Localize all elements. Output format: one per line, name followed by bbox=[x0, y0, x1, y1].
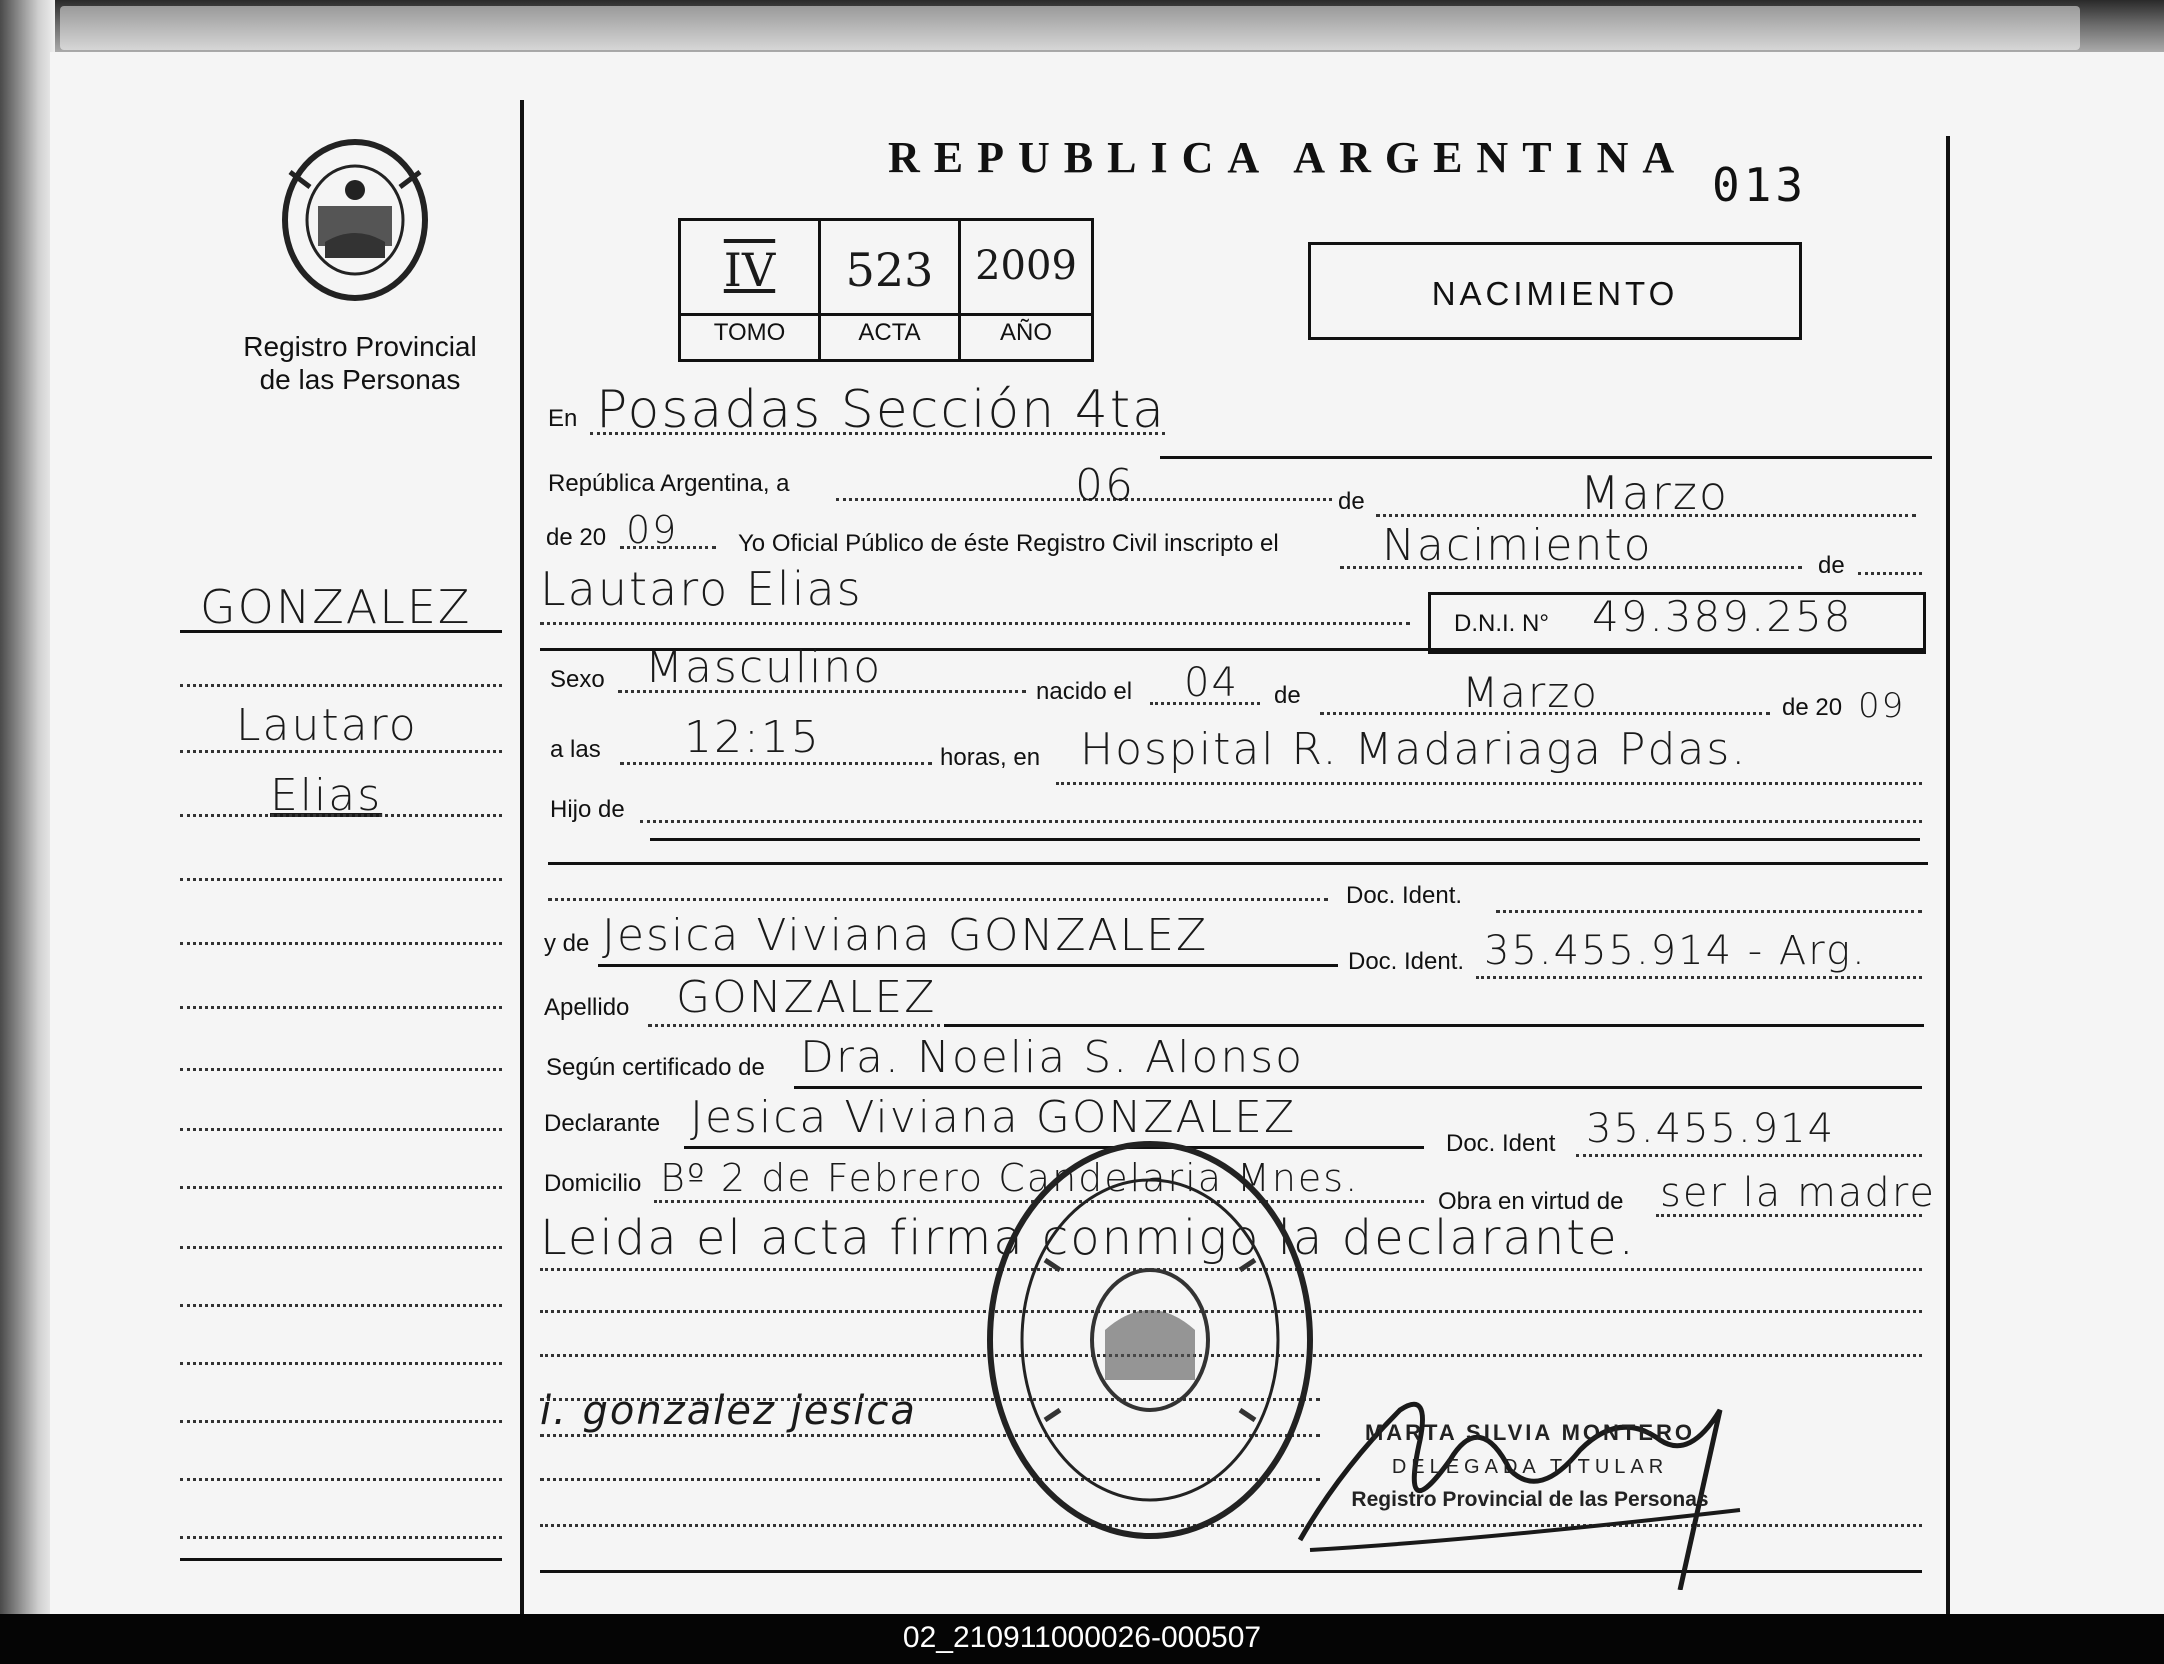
official-office: Registro Provincial de las Personas bbox=[1351, 1488, 1709, 1511]
nacido-day-line bbox=[1150, 702, 1260, 705]
day-value: 06 bbox=[1075, 460, 1135, 511]
tomo-value: IV bbox=[723, 243, 776, 297]
official-role: DELEGADA TITULAR bbox=[1391, 1456, 1669, 1478]
nacido-month-value: Marzo bbox=[1462, 668, 1599, 717]
left-surname: GONZALEZ bbox=[200, 580, 472, 634]
left-dotted-line bbox=[180, 1478, 502, 1481]
year-label-2: de 20 bbox=[1782, 694, 1843, 721]
en-rule bbox=[1160, 456, 1932, 459]
declarante-value: Jesica Viviana GONZALEZ bbox=[690, 1092, 1297, 1143]
left-dotted-line bbox=[180, 1304, 502, 1307]
mother-rule bbox=[598, 964, 1338, 967]
declarante-label: Declarante bbox=[544, 1110, 661, 1137]
sexo-value: Masculino bbox=[645, 642, 883, 693]
declarant-signature: i. gonzalez jesica bbox=[540, 1388, 917, 1434]
father-doc-line bbox=[1496, 910, 1922, 913]
right-column-border bbox=[1946, 136, 1950, 1614]
republica-label: República Argentina, a bbox=[548, 470, 790, 497]
tomo-label: TOMO bbox=[713, 319, 786, 346]
hora-value: 12:15 bbox=[684, 712, 821, 763]
sexo-label: Sexo bbox=[550, 666, 605, 693]
oficial-label: Yo Oficial Público de éste Registro Civil inscripto el bbox=[738, 530, 1279, 557]
acta-cell bbox=[821, 221, 961, 359]
left-dotted-line bbox=[180, 1186, 502, 1189]
registry-box bbox=[678, 218, 1094, 362]
obra-value: ser la madre bbox=[1660, 1170, 1936, 1216]
hora-label: a las bbox=[550, 736, 601, 763]
anio-label: AÑO bbox=[999, 319, 1052, 346]
declarante-doc-line bbox=[1576, 1154, 1922, 1157]
mother-doc-line bbox=[1476, 976, 1922, 979]
tomo-cell bbox=[681, 221, 821, 359]
left-dotted-line bbox=[180, 1536, 502, 1539]
apellido-label: Apellido bbox=[544, 994, 630, 1021]
left-dotted-line bbox=[180, 750, 502, 753]
y-de-label: y de bbox=[544, 930, 590, 957]
left-rule bbox=[180, 1558, 502, 1561]
de-label: de bbox=[1338, 488, 1365, 515]
doc-ident-label-2: Doc. Ident. bbox=[1348, 948, 1465, 975]
hijo-label: Hijo de bbox=[550, 796, 625, 823]
year-suffix-value: 09 bbox=[626, 508, 679, 552]
province-seal-icon bbox=[270, 132, 440, 302]
page-gutter bbox=[0, 0, 55, 1614]
apellido-line bbox=[648, 1024, 948, 1027]
year-prefix-label: de 20 bbox=[546, 524, 607, 551]
certificado-label: Según certificado de bbox=[546, 1054, 765, 1081]
hijo-rule-2 bbox=[548, 862, 1928, 865]
domicilio-value: Bº 2 de Febrero Candelaria Mnes. bbox=[660, 1156, 1360, 1200]
hora-line bbox=[620, 762, 932, 765]
anio-value: 2009 bbox=[975, 243, 1077, 289]
left-given-name-1: Lautaro bbox=[236, 700, 418, 751]
nacido-label: nacido el bbox=[1036, 678, 1133, 705]
left-dotted-line bbox=[180, 814, 502, 817]
anio-cell bbox=[961, 221, 1091, 359]
left-given-name-2: Elias bbox=[270, 770, 383, 821]
apellido-value: GONZALEZ bbox=[676, 972, 937, 1023]
mother-doc-value: 35.455.914 - Arg. bbox=[1484, 928, 1867, 974]
domicilio-label: Domicilio bbox=[544, 1170, 642, 1197]
certificado-value: Dra. Noelia S. Alonso bbox=[800, 1032, 1305, 1083]
left-dotted-line bbox=[180, 1420, 502, 1423]
left-column-border bbox=[520, 100, 524, 1614]
record-type-box bbox=[1308, 242, 1802, 340]
left-dotted-line bbox=[180, 1362, 502, 1365]
de-line-2 bbox=[1858, 572, 1922, 575]
de-label-3: de bbox=[1274, 682, 1301, 709]
apellido-rule bbox=[944, 1024, 1924, 1027]
left-dotted-line bbox=[180, 1068, 502, 1071]
acta-value: 523 bbox=[845, 243, 934, 297]
office-name-line1: Registro Provincial bbox=[243, 331, 477, 362]
left-rule bbox=[180, 630, 502, 633]
left-dotted-line bbox=[180, 1006, 502, 1009]
page-number: 013 bbox=[1712, 158, 1808, 212]
left-dotted-line bbox=[180, 684, 502, 687]
inscripto-line bbox=[1340, 566, 1802, 569]
nacido-day-value: 04 bbox=[1184, 660, 1239, 706]
lugar-line bbox=[1056, 782, 1922, 785]
official-name: MARTA SILVIA MONTERO bbox=[1364, 1420, 1696, 1445]
month-value: Marzo bbox=[1580, 466, 1730, 520]
dni-value: 49.389.258 bbox=[1592, 592, 1853, 641]
left-dotted-line bbox=[180, 942, 502, 945]
obra-label: Obra en virtud de bbox=[1438, 1188, 1624, 1215]
hijo-rule bbox=[650, 838, 1920, 841]
father-line bbox=[548, 898, 1328, 901]
horas-en-label: horas, en bbox=[940, 744, 1041, 771]
en-value: Posadas Sección 4ta bbox=[596, 380, 1167, 440]
acta-label: ACTA bbox=[858, 319, 921, 346]
nacido-year-suffix-value: 09 bbox=[1858, 686, 1906, 726]
dni-label: D.N.I. N° bbox=[1454, 610, 1549, 637]
office-name bbox=[205, 330, 515, 396]
sexo-line bbox=[618, 690, 1026, 693]
child-name-value: Lautaro Elias bbox=[540, 562, 863, 616]
binder-cover bbox=[60, 6, 2080, 50]
inscripto-value: Nacimiento bbox=[1382, 520, 1653, 571]
record-type-label: NACIMIENTO bbox=[1431, 275, 1679, 312]
obra-line bbox=[1656, 1214, 1922, 1217]
hijo-line bbox=[640, 820, 1922, 823]
left-dotted-line bbox=[180, 1128, 502, 1131]
lugar-value: Hospital R. Madariaga Pdas. bbox=[1080, 724, 1748, 775]
file-caption: 02_210911000026-000507 bbox=[0, 1614, 2164, 1664]
year-line bbox=[620, 546, 716, 549]
official-stamp-icon bbox=[985, 1140, 1315, 1540]
left-dotted-line bbox=[180, 878, 502, 881]
name-line bbox=[540, 622, 1410, 625]
mother-name-value: Jesica Viviana GONZALEZ bbox=[602, 910, 1209, 961]
document-title: REPUBLICA ARGENTINA bbox=[888, 133, 1689, 182]
de-label-2: de bbox=[1818, 552, 1845, 579]
leida-value: Leida el acta firma conmigo la declarante. bbox=[540, 1210, 1636, 1266]
left-dotted-line bbox=[180, 1246, 502, 1249]
en-label: En bbox=[548, 405, 578, 432]
doc-ident-label: Doc. Ident. bbox=[1346, 882, 1463, 909]
office-name-line2: de las Personas bbox=[259, 364, 461, 395]
nacido-month-line bbox=[1320, 712, 1770, 715]
en-line bbox=[590, 432, 1165, 435]
doc-ident-label-3: Doc. Ident bbox=[1446, 1130, 1556, 1157]
certificado-rule bbox=[794, 1086, 1922, 1089]
declarante-doc-value: 35.455.914 bbox=[1586, 1106, 1836, 1152]
